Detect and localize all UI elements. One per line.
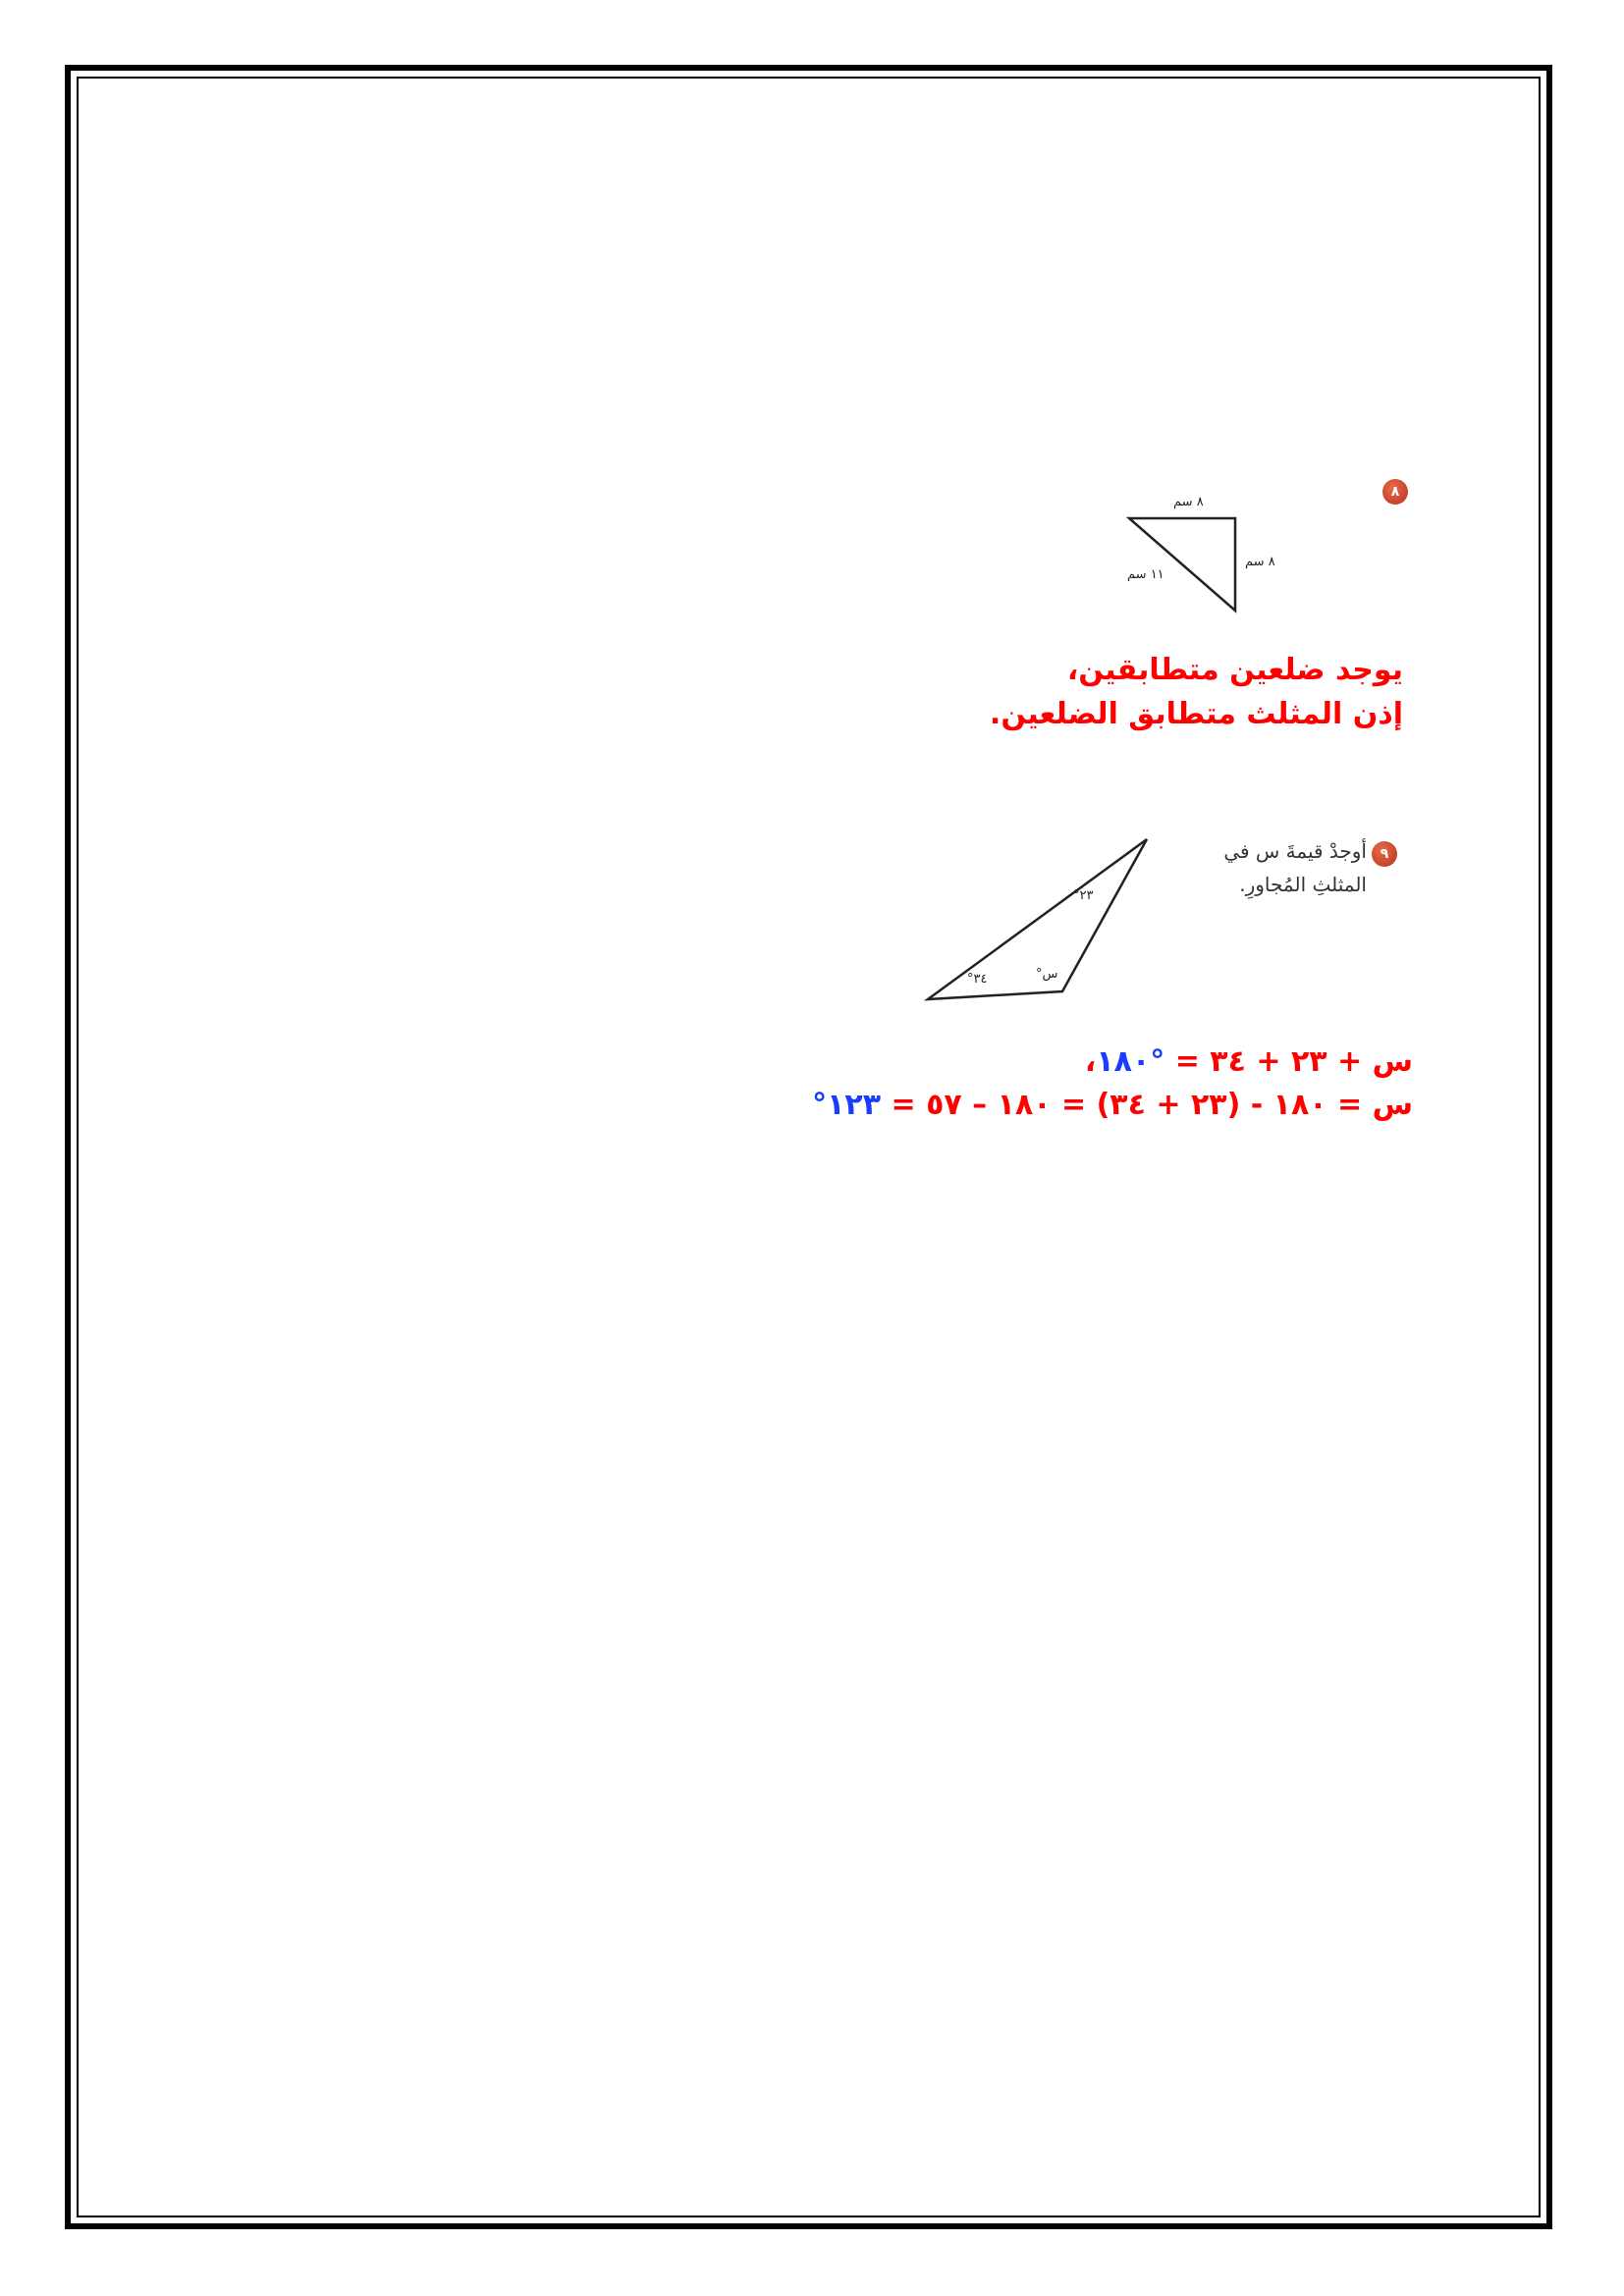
question-8-number-badge: ٨ bbox=[1382, 479, 1408, 505]
question-8-answer bbox=[990, 648, 1403, 736]
question-9-line-2-value: ١٢٣° bbox=[812, 1088, 882, 1122]
question-9-answer bbox=[812, 1041, 1413, 1127]
question-9-text bbox=[1223, 834, 1367, 901]
question-8-answer-line-1: يوجد ضلعين متطابقين، bbox=[1066, 653, 1403, 687]
question-9-line-1-comma: ، bbox=[1084, 1044, 1097, 1079]
question-8-label-top: ٨ سم bbox=[1173, 495, 1204, 509]
question-9-angle-bottom-left: ٣٤° bbox=[967, 972, 988, 987]
question-9-angle-bottom-right: س° bbox=[1036, 967, 1058, 982]
question-8-triangle-figure bbox=[1119, 503, 1247, 620]
question-9-text-line-1: أوجدْ قيمةَ س في bbox=[1223, 839, 1367, 863]
question-9-answer-line-1 bbox=[812, 1041, 1413, 1084]
question-8-triangle bbox=[1129, 518, 1235, 611]
question-8-label-hypotenuse: ١١ سم bbox=[1127, 567, 1164, 582]
question-9-angle-top: ٢٣° bbox=[1073, 888, 1094, 903]
question-9-line-1-expression: س + ٢٣ + ٣٤ = bbox=[1164, 1044, 1413, 1079]
page-border-inner bbox=[77, 77, 1541, 2217]
question-9-answer-line-2 bbox=[812, 1084, 1413, 1127]
question-9-number-badge: ٩ bbox=[1372, 841, 1397, 867]
question-9-line-1-value: °١٨٠ bbox=[1096, 1044, 1165, 1079]
question-9-line-2-expression: س = ١٨٠ - (٢٣ + ٣٤) = ١٨٠ – ٥٧ = bbox=[881, 1088, 1413, 1122]
question-8-label-right: ٨ سم bbox=[1245, 555, 1275, 569]
question-8-answer-line-2: إذن المثلث متطابق الضلعين. bbox=[989, 697, 1403, 731]
question-9-text-line-2: المثلثِ المُجاورِ. bbox=[1239, 873, 1367, 896]
